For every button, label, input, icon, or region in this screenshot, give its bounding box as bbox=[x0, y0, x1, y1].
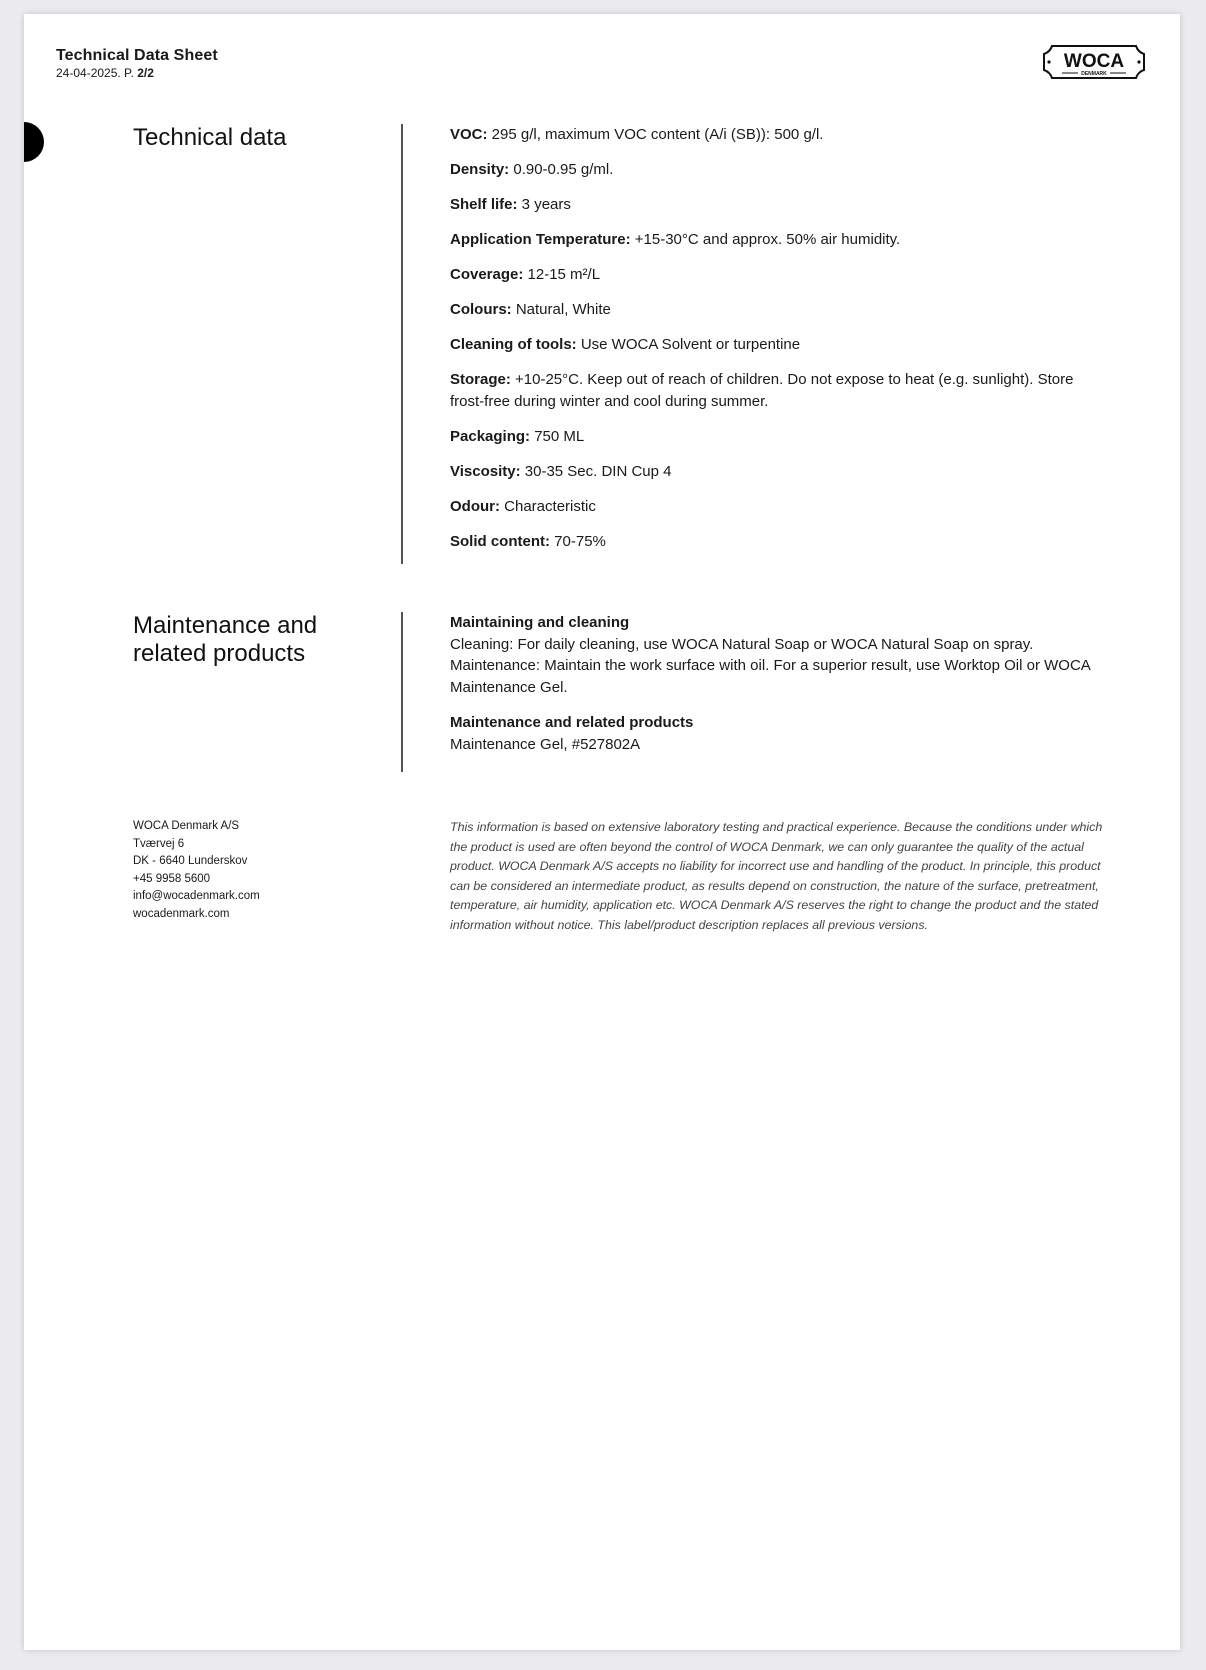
address-email: info@wocadenmark.com bbox=[133, 890, 260, 902]
block-line: Maintenance Gel, #527802A bbox=[450, 735, 641, 753]
address-city: DK - 6640 Lunderskov bbox=[133, 855, 248, 867]
block-heading: Maintenance and related products bbox=[450, 714, 694, 731]
block-heading: Maintaining and cleaning bbox=[450, 614, 630, 631]
property-colours: Colours: Natural, White bbox=[450, 301, 611, 318]
section-marker-dot bbox=[24, 122, 44, 162]
section-divider bbox=[401, 612, 403, 772]
block-line: Cleaning: For daily cleaning, use WOCA Natural Soap or WOCA Natural Soap on spray. bbox=[450, 635, 1034, 653]
property-shelf-life: Shelf life: 3 years bbox=[450, 196, 571, 213]
maintenance-heading: Maintenance and related products bbox=[133, 612, 318, 667]
technical-data-list bbox=[450, 124, 1110, 566]
logo-subtitle-text: DENMARK bbox=[1081, 71, 1107, 77]
document-date-page bbox=[56, 66, 218, 81]
document-title: Technical Data Sheet bbox=[56, 47, 218, 64]
property-voc: VOC: 295 g/l, maximum VOC content (A/i (SB)): 500 g/l. bbox=[450, 126, 824, 143]
address-street: Tværvej 6 bbox=[133, 837, 185, 850]
property-cleaning-of-tools: Cleaning of tools: Use WOCA Solvent or turpentine bbox=[450, 336, 801, 353]
property-application-temperature: Application Temperature: +15-30°C and approx. 50% air humidity. bbox=[450, 231, 901, 248]
disclaimer-text: This information is based on extensive laboratory testing and practical experience. Because the conditions under which the product is used are often beyond the control of WOCA Denmark, we can only guarantee the quality of the actual product. WOCA Denmark A/S accepts no liability for incorrect use and handling of the product. In principle, this product can be considered an intermediate product, as results depend on construction, the nature of the surface, pretreatment, temperature, air humidity, application etc. WOCA Denmark A/S reserves the right to change the product and the stated information without notice. This label/product description replaces all previous versions. bbox=[450, 820, 1103, 932]
address-company: WOCA Denmark A/S bbox=[133, 820, 240, 832]
property-solid-content: Solid content: 70-75% bbox=[450, 532, 606, 550]
related-products-block bbox=[450, 712, 1110, 755]
section-divider bbox=[401, 124, 403, 564]
property-odour: Odour: Characteristic bbox=[450, 497, 596, 515]
technical-data-heading: Technical data bbox=[133, 124, 287, 151]
block-line: Maintenance: Maintain the work surface with oil. For a superior result, use Worktop Oil or WOCA Maintenance Gel. bbox=[450, 657, 1090, 696]
property-density: Density: 0.90-0.95 g/ml. bbox=[450, 161, 614, 178]
property-viscosity: Viscosity: 30-35 Sec. DIN Cup 4 bbox=[450, 462, 672, 480]
woca-logo bbox=[1042, 44, 1146, 80]
technical-data-section bbox=[133, 124, 1113, 579]
maintaining-cleaning-block bbox=[450, 612, 1110, 698]
logo-brand-text: WOCA bbox=[1063, 51, 1125, 72]
date-page-prefix: 24-04-2025. P. bbox=[56, 66, 138, 80]
document-header bbox=[56, 46, 218, 81]
address-phone: +45 9958 5600 bbox=[133, 872, 211, 885]
property-storage: Storage: +10-25°C. Keep out of reach of children. Do not expose to heat (e.g. sunlight). Store frost-free during winter and cool during summer. bbox=[450, 371, 1074, 410]
maintenance-content bbox=[450, 612, 1110, 769]
document-page bbox=[24, 14, 1180, 1650]
maintenance-section bbox=[133, 612, 1113, 792]
company-address bbox=[133, 818, 393, 923]
property-coverage: Coverage: 12-15 m²/L bbox=[450, 266, 601, 283]
page-number: 2/2 bbox=[137, 66, 154, 80]
property-packaging: Packaging: 750 ML bbox=[450, 427, 585, 445]
address-website: wocadenmark.com bbox=[133, 907, 230, 920]
